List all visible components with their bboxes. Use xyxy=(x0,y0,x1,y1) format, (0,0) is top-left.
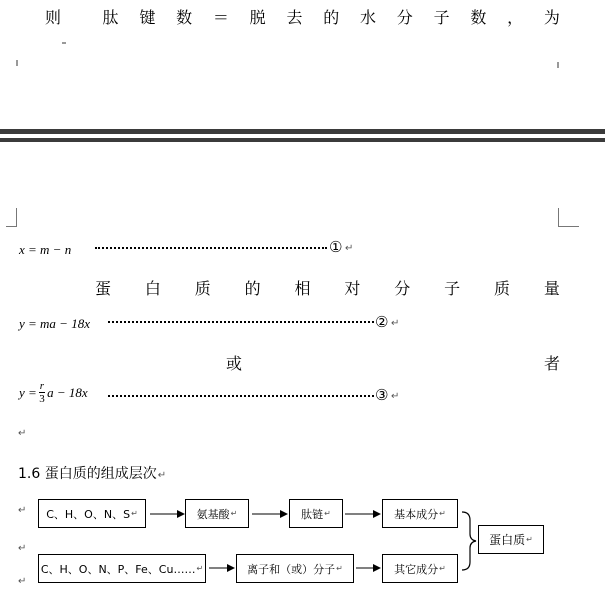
return-mark: ↵ xyxy=(18,505,27,516)
spread-line-1-char: 蛋 xyxy=(95,279,112,298)
spread-line-1-char: 相 xyxy=(294,279,311,298)
return-mark: ↵ xyxy=(18,576,27,587)
equation-2-marker: ② xyxy=(375,313,389,331)
return-mark: ↵ xyxy=(18,428,27,439)
equation-3-tail: a − 18x xyxy=(47,384,88,400)
upper-line-char: 为 xyxy=(543,8,560,27)
equation-3-marker: ③ xyxy=(375,386,389,404)
flow-box-other-components: 其它成分 ↵ xyxy=(382,554,458,583)
upper-line-char: 去 xyxy=(286,8,303,27)
spread-line-1-char: 的 xyxy=(244,279,261,298)
spread-line-1-char: 子 xyxy=(444,279,461,298)
spread-line-1-char: 质 xyxy=(494,279,511,298)
upper-line-char: 的 xyxy=(323,8,340,27)
spread-line-1-char: 质 xyxy=(194,279,211,298)
upper-line-char: ， xyxy=(507,8,524,27)
spread-line-1-char: 分 xyxy=(394,279,411,298)
fraction-denominator: 3 xyxy=(39,393,45,405)
upper-line-char: 数 xyxy=(176,8,193,27)
flow-box-peptide-chain: 肽链 ↵ xyxy=(289,499,343,528)
spread-line-2-char: 者 xyxy=(543,354,560,373)
fraction-numerator: r xyxy=(39,380,45,392)
return-mark: ↵ xyxy=(18,543,27,554)
upper-line-char: 肽 xyxy=(102,8,119,27)
flow-box-elements-extended: C、H、O、N、P、Fe、Cu…… ↵ xyxy=(38,554,206,583)
flow-box-protein: 蛋白质 ↵ xyxy=(478,525,544,554)
upper-line-char: 则 xyxy=(45,8,62,27)
section-heading: 1.6 蛋白质的组成层次↵ xyxy=(18,466,167,482)
flow-box-ions-molecules: 离子和（或）分子 ↵ xyxy=(236,554,354,583)
return-mark: ↵ xyxy=(391,391,400,402)
equation-1-marker: ① xyxy=(329,238,343,256)
upper-line-char: 水 xyxy=(360,8,377,27)
equation-2: y = ma − 18x xyxy=(19,316,90,331)
upper-line-char: 脱 xyxy=(249,8,266,27)
equation-1: x = m − n xyxy=(19,242,72,257)
upper-line-char: 分 xyxy=(396,8,413,27)
return-mark: ↵ xyxy=(345,243,354,254)
equation-3-lead: y = xyxy=(19,384,37,400)
flow-box-elements: C、H、O、N、S ↵ xyxy=(38,499,146,528)
spread-line-1-char: 白 xyxy=(144,279,161,298)
spread-line-1-char: 量 xyxy=(543,279,560,298)
brace xyxy=(462,512,476,570)
upper-line-char: 子 xyxy=(433,8,450,27)
upper-line-char: 键 xyxy=(139,8,156,27)
return-mark: ↵ xyxy=(391,318,400,329)
spread-line-2-char: 或 xyxy=(226,354,243,373)
upper-line-char: 数 xyxy=(470,8,487,27)
flow-box-amino-acid: 氨基酸 ↵ xyxy=(185,499,249,528)
upper-line-char: ＝ xyxy=(212,8,229,27)
spread-line-1-char: 对 xyxy=(344,279,361,298)
flow-box-basic-components: 基本成分 ↵ xyxy=(382,499,458,528)
